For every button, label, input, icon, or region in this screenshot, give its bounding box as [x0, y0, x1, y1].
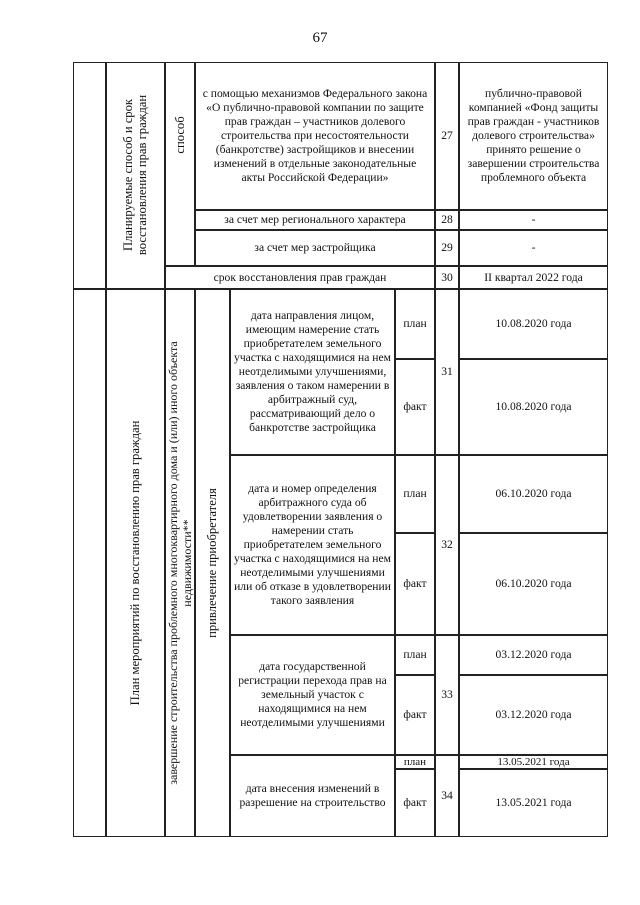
row-num-29: 29 — [435, 230, 459, 266]
row33-fact-value: 03.12.2020 года — [459, 675, 608, 755]
row-num-34: 34 — [435, 755, 459, 837]
sposob-cell — [165, 62, 195, 266]
section1-title-line1: Планируемые способ и срок — [121, 98, 135, 252]
row34-plan-value: 13.05.2021 года — [459, 755, 608, 769]
row-num-30: 30 — [435, 266, 459, 289]
row32-plan-label: план — [395, 455, 435, 533]
row31-plan-value: 10.08.2020 года — [459, 289, 608, 359]
completion-label — [166, 341, 194, 785]
row-num-28: 28 — [435, 210, 459, 230]
sposob-label: способ — [173, 116, 187, 154]
section1-title — [121, 95, 149, 255]
row31-text: дата направления лицом, имеющим намерение стать приобретателем земельного участка с находящимися на нем неотделимыми улучшениями, заявления о таком намерении в арбитражный суд, рассматривающий дело о банкротстве застройщика — [230, 289, 395, 455]
developer-measures-value: - — [459, 230, 608, 266]
regional-measures-cell: за счет мер регионального характера — [195, 210, 435, 230]
row31-fact-label: факт — [395, 359, 435, 455]
row33-fact-label: факт — [395, 675, 435, 755]
row33-plan-value: 03.12.2020 года — [459, 635, 608, 675]
row32-plan-value: 06.10.2020 года — [459, 455, 608, 533]
method-text-cell: с помощью механизмов Федерального закона «О публично-правовой компании по защите прав граждан – участников долевого строительства при несостоятельности (банкротстве) застройщиков и внесении изменений в отдельные законодательные акты Российской Федерации» — [195, 62, 435, 210]
outer-margin-column-2 — [73, 289, 106, 837]
section2-title: План мероприятий по восстановлению прав граждан — [128, 420, 142, 706]
row31-plan-label: план — [395, 289, 435, 359]
developer-measures-cell: за счет мер застройщика — [195, 230, 435, 266]
outer-margin-column — [73, 62, 106, 289]
row34-plan-label: план — [395, 755, 435, 769]
page-number: 67 — [312, 30, 328, 46]
section1-title-line2: восстановления прав граждан — [135, 94, 149, 256]
row33-text: дата государственной регистрации перехода прав на земельный участок с находящимися на нем неотделимыми улучшениями — [230, 635, 395, 755]
completion-label-line1: завершение строительства проблемного многоквартирного дома и (или) иного объекта — [166, 341, 180, 785]
row-num-27: 27 — [435, 62, 459, 210]
regional-measures-value: - — [459, 210, 608, 230]
restore-term-value: II квартал 2022 года — [459, 266, 608, 289]
row33-plan-label: план — [395, 635, 435, 675]
row-num-31: 31 — [435, 289, 459, 455]
acquirer-label: привлечение приобретателя — [205, 488, 219, 638]
row32-text: дата и номер определения арбитражного суда об удовлетворении заявления о намерении стать приобретателем земельного участка с находящимися на нем неотделимыми улучшениями или об отказе в удовлетворении такого заявления — [230, 455, 395, 635]
completion-label-line2: недвижимости** — [180, 519, 194, 607]
row31-fact-value: 10.08.2020 года — [459, 359, 608, 455]
method-value-cell: публично-правовой компанией «Фонд защиты прав граждан - участников долевого строительства» принято решение о завершении строительства проблемного объекта — [459, 62, 608, 210]
row-num-33: 33 — [435, 635, 459, 755]
row34-fact-value: 13.05.2021 года — [459, 769, 608, 837]
row34-fact-label: факт — [395, 769, 435, 837]
row34-text: дата внесения изменений в разрешение на строительство — [230, 755, 395, 837]
row-num-32: 32 — [435, 455, 459, 635]
restore-term-cell: срок восстановления прав граждан — [165, 266, 435, 289]
row32-fact-value: 06.10.2020 года — [459, 533, 608, 635]
row32-fact-label: факт — [395, 533, 435, 635]
